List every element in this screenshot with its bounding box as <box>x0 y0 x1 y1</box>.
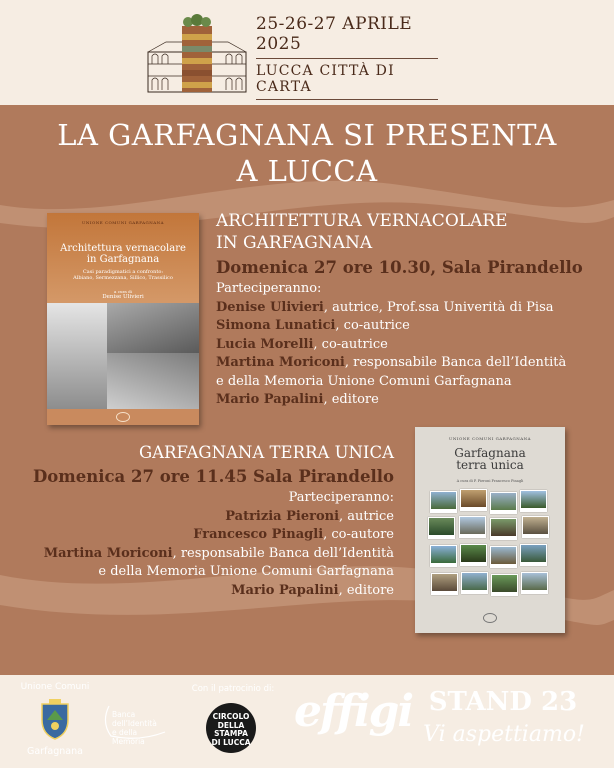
patrocinio-label: Con il patrocinio di: <box>191 684 275 694</box>
photo-tile <box>428 517 455 539</box>
circolo-line2: DELLA <box>217 720 245 730</box>
event-section-architettura <box>216 210 596 410</box>
participant-role: , responsabile Banca dell’Identità <box>344 355 567 370</box>
participant-name: Mario Papalini <box>216 392 324 407</box>
photo-tile <box>491 574 518 596</box>
participant <box>216 391 596 410</box>
book-subtitle-line2: Albiano, Sermezzana, Sillico, Trassilico <box>73 275 173 281</box>
book-cover-architettura <box>47 213 199 425</box>
section-title <box>216 210 596 254</box>
photo-tile <box>430 545 457 567</box>
photo-collage <box>428 489 552 607</box>
photo-stone-houses <box>107 303 199 353</box>
participant-role: , editore <box>323 392 379 407</box>
participant <box>30 526 394 545</box>
book-title <box>57 243 189 265</box>
participant-role: , co-autrice <box>313 336 388 352</box>
invitation-text: Vi aspettiamo! <box>423 722 585 747</box>
main-title-line1: LA GARFAGNANA SI PRESENTA <box>57 118 557 152</box>
divider <box>256 58 438 59</box>
book-authors: A cura di P. Pieroni Francesco Pinagli <box>456 479 524 483</box>
photo-tile <box>520 544 547 566</box>
participants-label: Parteciperanno: <box>288 490 394 505</box>
participant <box>30 582 394 601</box>
participant-role: e della Memoria Unione Comuni Garfagnana <box>98 564 394 579</box>
banca-label <box>112 710 171 746</box>
participants-label: Parteciperanno: <box>216 281 322 296</box>
book-author-prefix: a cura di <box>114 289 132 294</box>
book-title-line2: terra unica <box>456 458 524 472</box>
participant <box>216 354 596 373</box>
main-title-line2: A LUCCA <box>236 154 378 188</box>
participant-role: e della Memoria Unione Comuni Garfagnana <box>216 373 512 389</box>
event-name: LUCCA CITTÀ DI CARTA <box>256 63 395 95</box>
divider <box>256 99 438 100</box>
participant-name: Francesco Pinagli <box>193 527 324 542</box>
unione-comuni-garfagnana-logo <box>18 682 92 758</box>
participant <box>216 336 596 355</box>
ucg-label-top: Unione Comuni <box>20 682 90 692</box>
circolo-label <box>206 713 256 747</box>
participant-role: , co-autore <box>323 527 394 542</box>
participant <box>216 299 596 318</box>
participant-role: , editore <box>338 582 394 598</box>
main-title <box>0 117 614 189</box>
book-author-name: Denise Ulivieri <box>102 294 144 300</box>
banca-identita-logo <box>99 702 171 746</box>
circolo-line4: DI LUCCA <box>211 737 251 747</box>
book-author <box>57 289 189 300</box>
participant-continued <box>216 373 596 392</box>
book-title-line1: Architettura vernacolare <box>60 243 186 254</box>
participant <box>216 317 596 336</box>
circolo-line1: CIRCOLO <box>212 712 250 721</box>
coat-of-arms-icon <box>39 698 71 740</box>
photo-tile <box>461 572 488 594</box>
photo-tile <box>460 489 487 511</box>
banca-label-line1: Banca dell’Identità <box>112 710 157 728</box>
section-title-line1: ARCHITETTURA VERNACOLARE <box>216 211 508 231</box>
participant-name: Simona Lunatici <box>216 318 336 333</box>
photo-tile <box>522 516 549 538</box>
photo-tile <box>490 518 517 540</box>
book-subtitle-line1: Casi paradigmatici a confronto: <box>82 269 164 275</box>
photo-tile <box>490 546 517 568</box>
book-cover-terra-unica <box>415 427 565 633</box>
section-title-line2: IN GARFAGNANA <box>216 233 373 253</box>
book-title-line1: Garfagnana <box>454 446 526 460</box>
banca-label-line2: e della Memoria <box>112 728 145 746</box>
stand-number: STAND 23 <box>428 687 578 717</box>
publisher-logo-icon <box>483 613 497 623</box>
lucca-citta-di-carta-logo-icon <box>146 12 248 94</box>
section-date: Domenica 27 ore 10.30, Sala Pirandello <box>216 258 583 277</box>
photo-tile <box>520 490 547 512</box>
photo-tile <box>460 544 487 566</box>
photo-villagers <box>107 353 199 409</box>
participant <box>30 545 394 564</box>
photo-tile <box>430 491 457 513</box>
participant-role: , autrice <box>339 508 394 524</box>
photo-village-street <box>47 303 107 409</box>
participant-name: Mario Papalini <box>231 582 339 598</box>
photo-tile <box>521 572 548 594</box>
book-series: UNIONE COMUNI GARFAGNANA <box>449 436 531 441</box>
participant-role: , responsabile Banca dell’Identità <box>172 545 394 561</box>
participant-name: Denise Ulivieri <box>216 299 324 315</box>
participant-name: Martina Moriconi <box>43 545 173 561</box>
participant-name: Martina Moriconi <box>216 355 345 370</box>
participant-continued <box>30 563 394 582</box>
event-section-terra-unica <box>30 442 394 600</box>
participant-role: , autrice, Prof.ssa Univerità di Pisa <box>323 299 554 315</box>
book-subtitle <box>57 269 189 281</box>
effigi-logo: effigi <box>294 686 413 737</box>
section-title: GARFAGNANA TERRA UNICA <box>138 443 394 462</box>
participant <box>30 508 394 527</box>
book-title <box>415 447 565 471</box>
publisher-logo-icon <box>116 412 130 422</box>
section-date: Domenica 27 ore 11.45 Sala Pirandello <box>32 467 394 486</box>
book-series: UNIONE COMUNI GARFAGNANA <box>82 220 164 225</box>
participant-name: Lucia Morelli <box>216 336 314 352</box>
photo-tile <box>459 516 486 538</box>
book-title-line2: in Garfagnana <box>86 254 160 265</box>
event-dates: 25-26-27 APRILE 2025 <box>256 14 413 54</box>
ucg-label-bottom: Garfagnana <box>27 746 83 757</box>
photo-tile <box>431 573 458 595</box>
book-cover-photo <box>47 303 199 409</box>
circolo-stampa-logo <box>206 703 256 753</box>
participant-name: Patrizia Pieroni <box>225 508 340 524</box>
header <box>0 0 614 105</box>
photo-tile <box>490 492 517 514</box>
circolo-line3: STAMPA <box>214 729 248 738</box>
participant-role: , co-autrice <box>335 318 410 333</box>
